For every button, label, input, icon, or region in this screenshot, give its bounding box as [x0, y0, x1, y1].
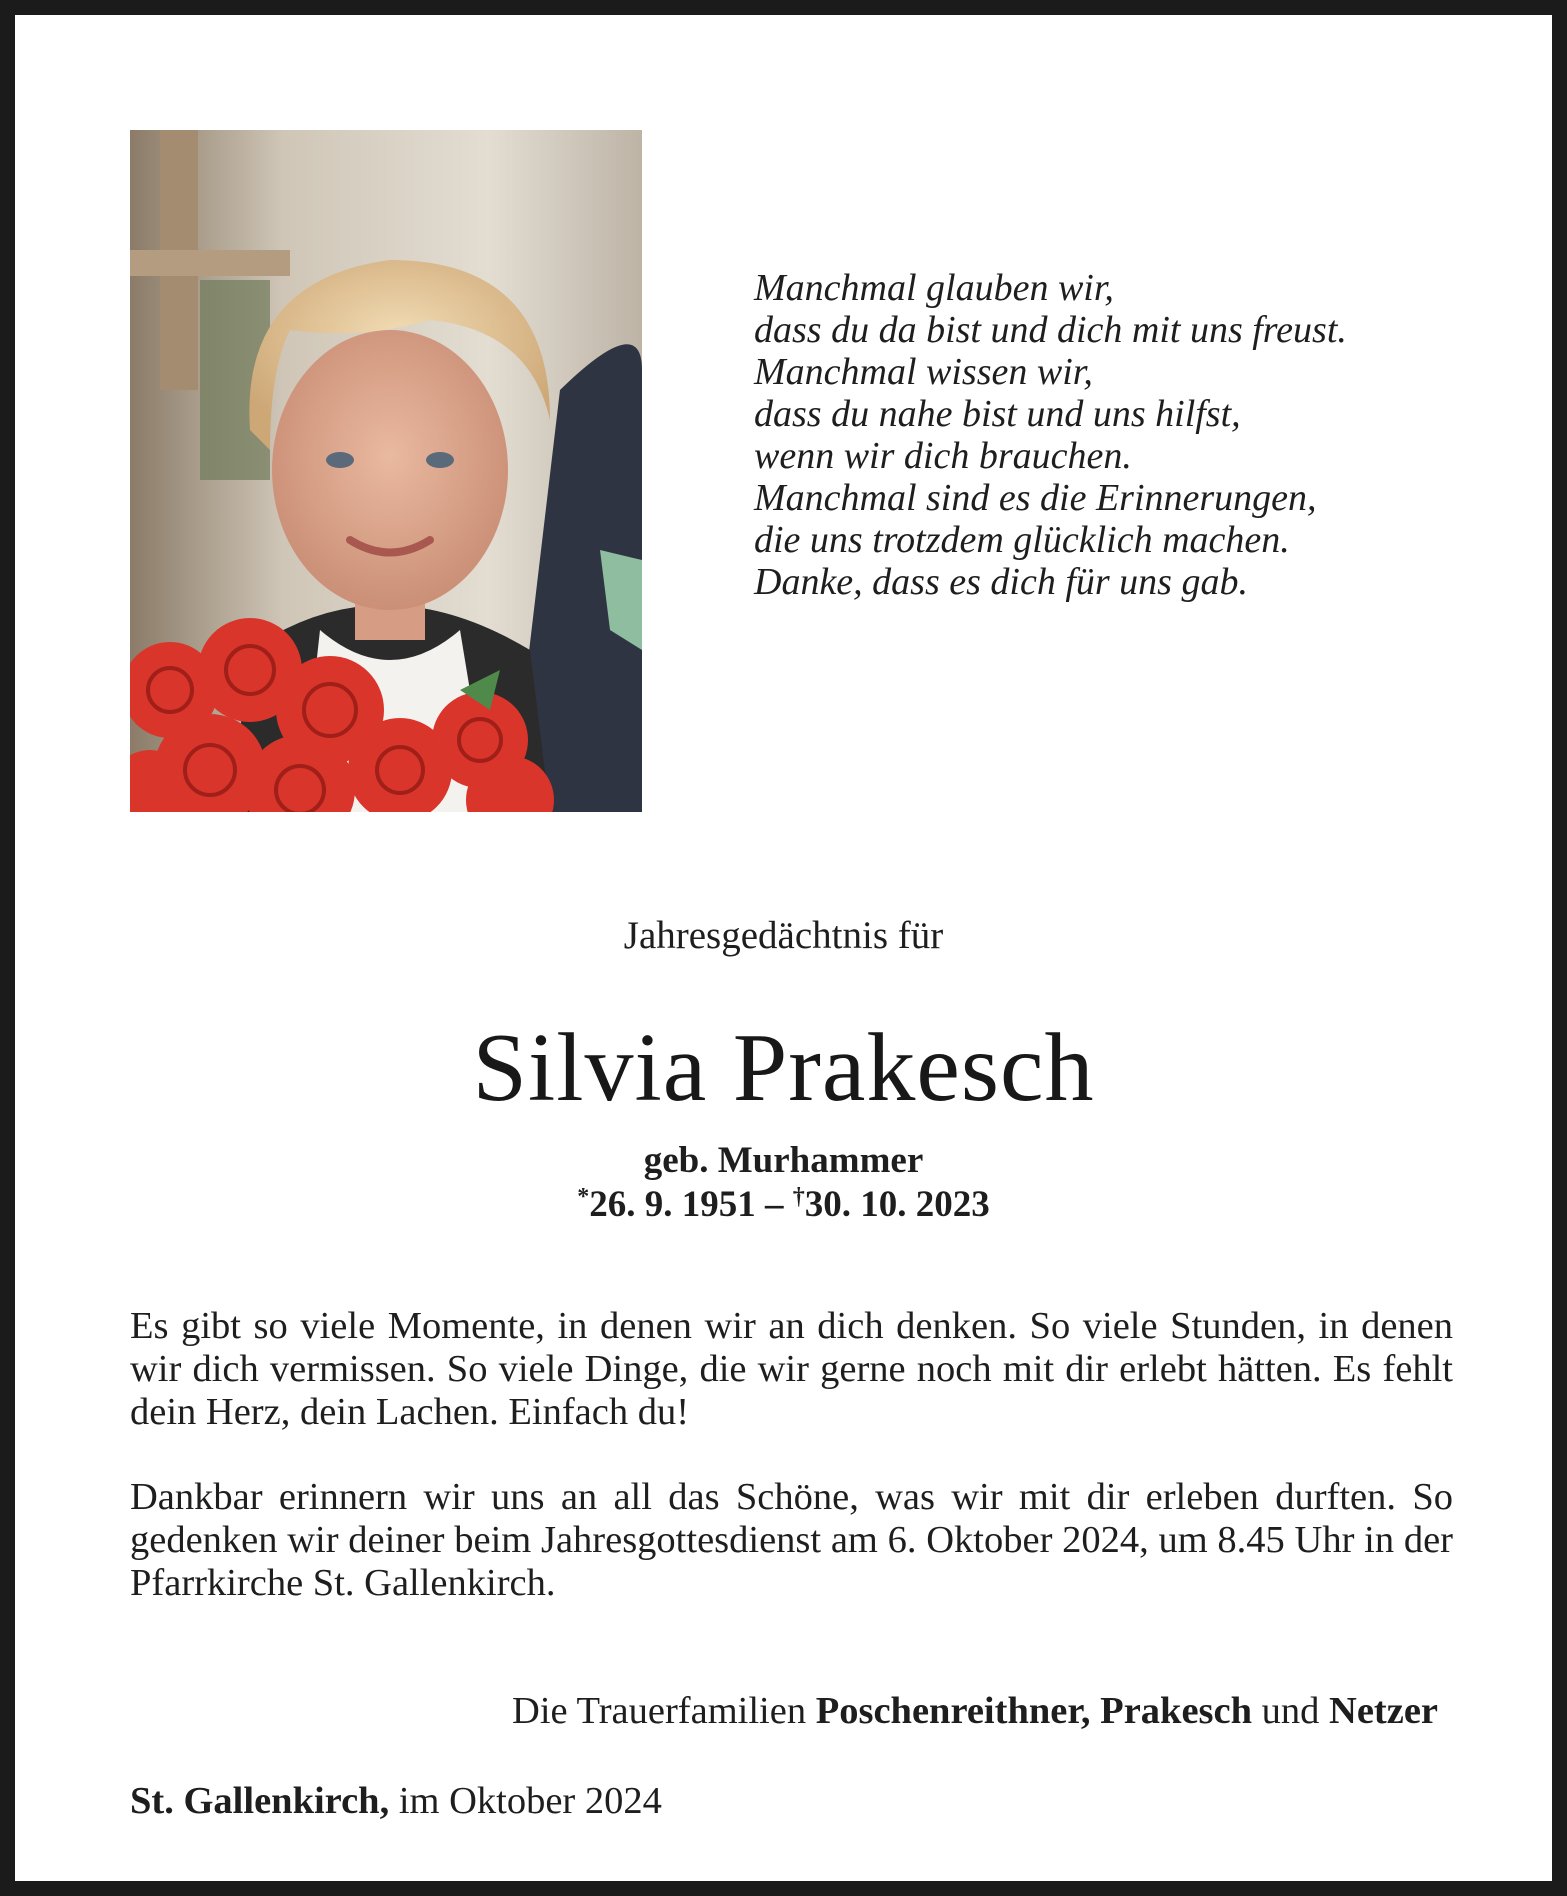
poem-line: Manchmal wissen wir, [754, 351, 1093, 393]
death-symbol: † [792, 1184, 805, 1210]
family-name: Prakesch [1100, 1690, 1253, 1732]
place-name: St. Gallenkirch, [130, 1780, 390, 1822]
memorial-poem [754, 267, 1474, 603]
place-and-date [130, 1779, 662, 1823]
family-name: Poschenreithner, [815, 1690, 1091, 1732]
family-name: Netzer [1329, 1690, 1438, 1732]
signature-families [512, 1689, 1438, 1733]
poem-line: dass du da bist und dich mit uns freust. [754, 309, 1347, 351]
notice-date: im Oktober 2024 [389, 1780, 662, 1822]
life-dates [15, 1183, 1552, 1226]
poem-line: dass du nahe bist und uns hilfst, [754, 393, 1241, 435]
portrait-photo [130, 130, 642, 812]
poem-line: die uns trotzdem glücklich machen. [754, 519, 1290, 561]
death-date: 30. 10. 2023 [804, 1184, 990, 1225]
poem-line: Manchmal sind es die Erinnerungen, [754, 477, 1317, 519]
body-paragraph-2: Dankbar erinnern wir uns an all das Schöne, was wir mit dir erleben durften. So gedenken wir deiner beim Jahresgottesdienst am 6. Oktober 2024, um 8.45 Uhr in der Pfarrkirche St. Gallenkirch. [130, 1476, 1453, 1604]
deceased-name: Silvia Prakesch [472, 1014, 1095, 1122]
memorial-title: Jahresgedächtnis für [623, 914, 944, 957]
poem-line: Danke, dass es dich für uns gab. [754, 561, 1248, 603]
poem-line: Manchmal glauben wir, [754, 267, 1114, 309]
signature-conjunction: und [1252, 1690, 1330, 1732]
maiden-name: geb. Murhammer [643, 1140, 924, 1181]
body-paragraph-1: Es gibt so viele Momente, in denen wir an dich denken. So viele Stunden, in denen wir dich vermissen. So viele Dinge, die wir gerne noch mit dir erlebt hätten. Es fehlt dein Herz, dein Lachen. Einfach du! [130, 1305, 1453, 1433]
birth-symbol: * [577, 1184, 590, 1210]
signature-prefix: Die Trauerfamilien [512, 1690, 816, 1732]
date-separator: – [755, 1184, 793, 1225]
poem-line: wenn wir dich brauchen. [754, 435, 1132, 477]
birth-date: 26. 9. 1951 [589, 1184, 756, 1225]
